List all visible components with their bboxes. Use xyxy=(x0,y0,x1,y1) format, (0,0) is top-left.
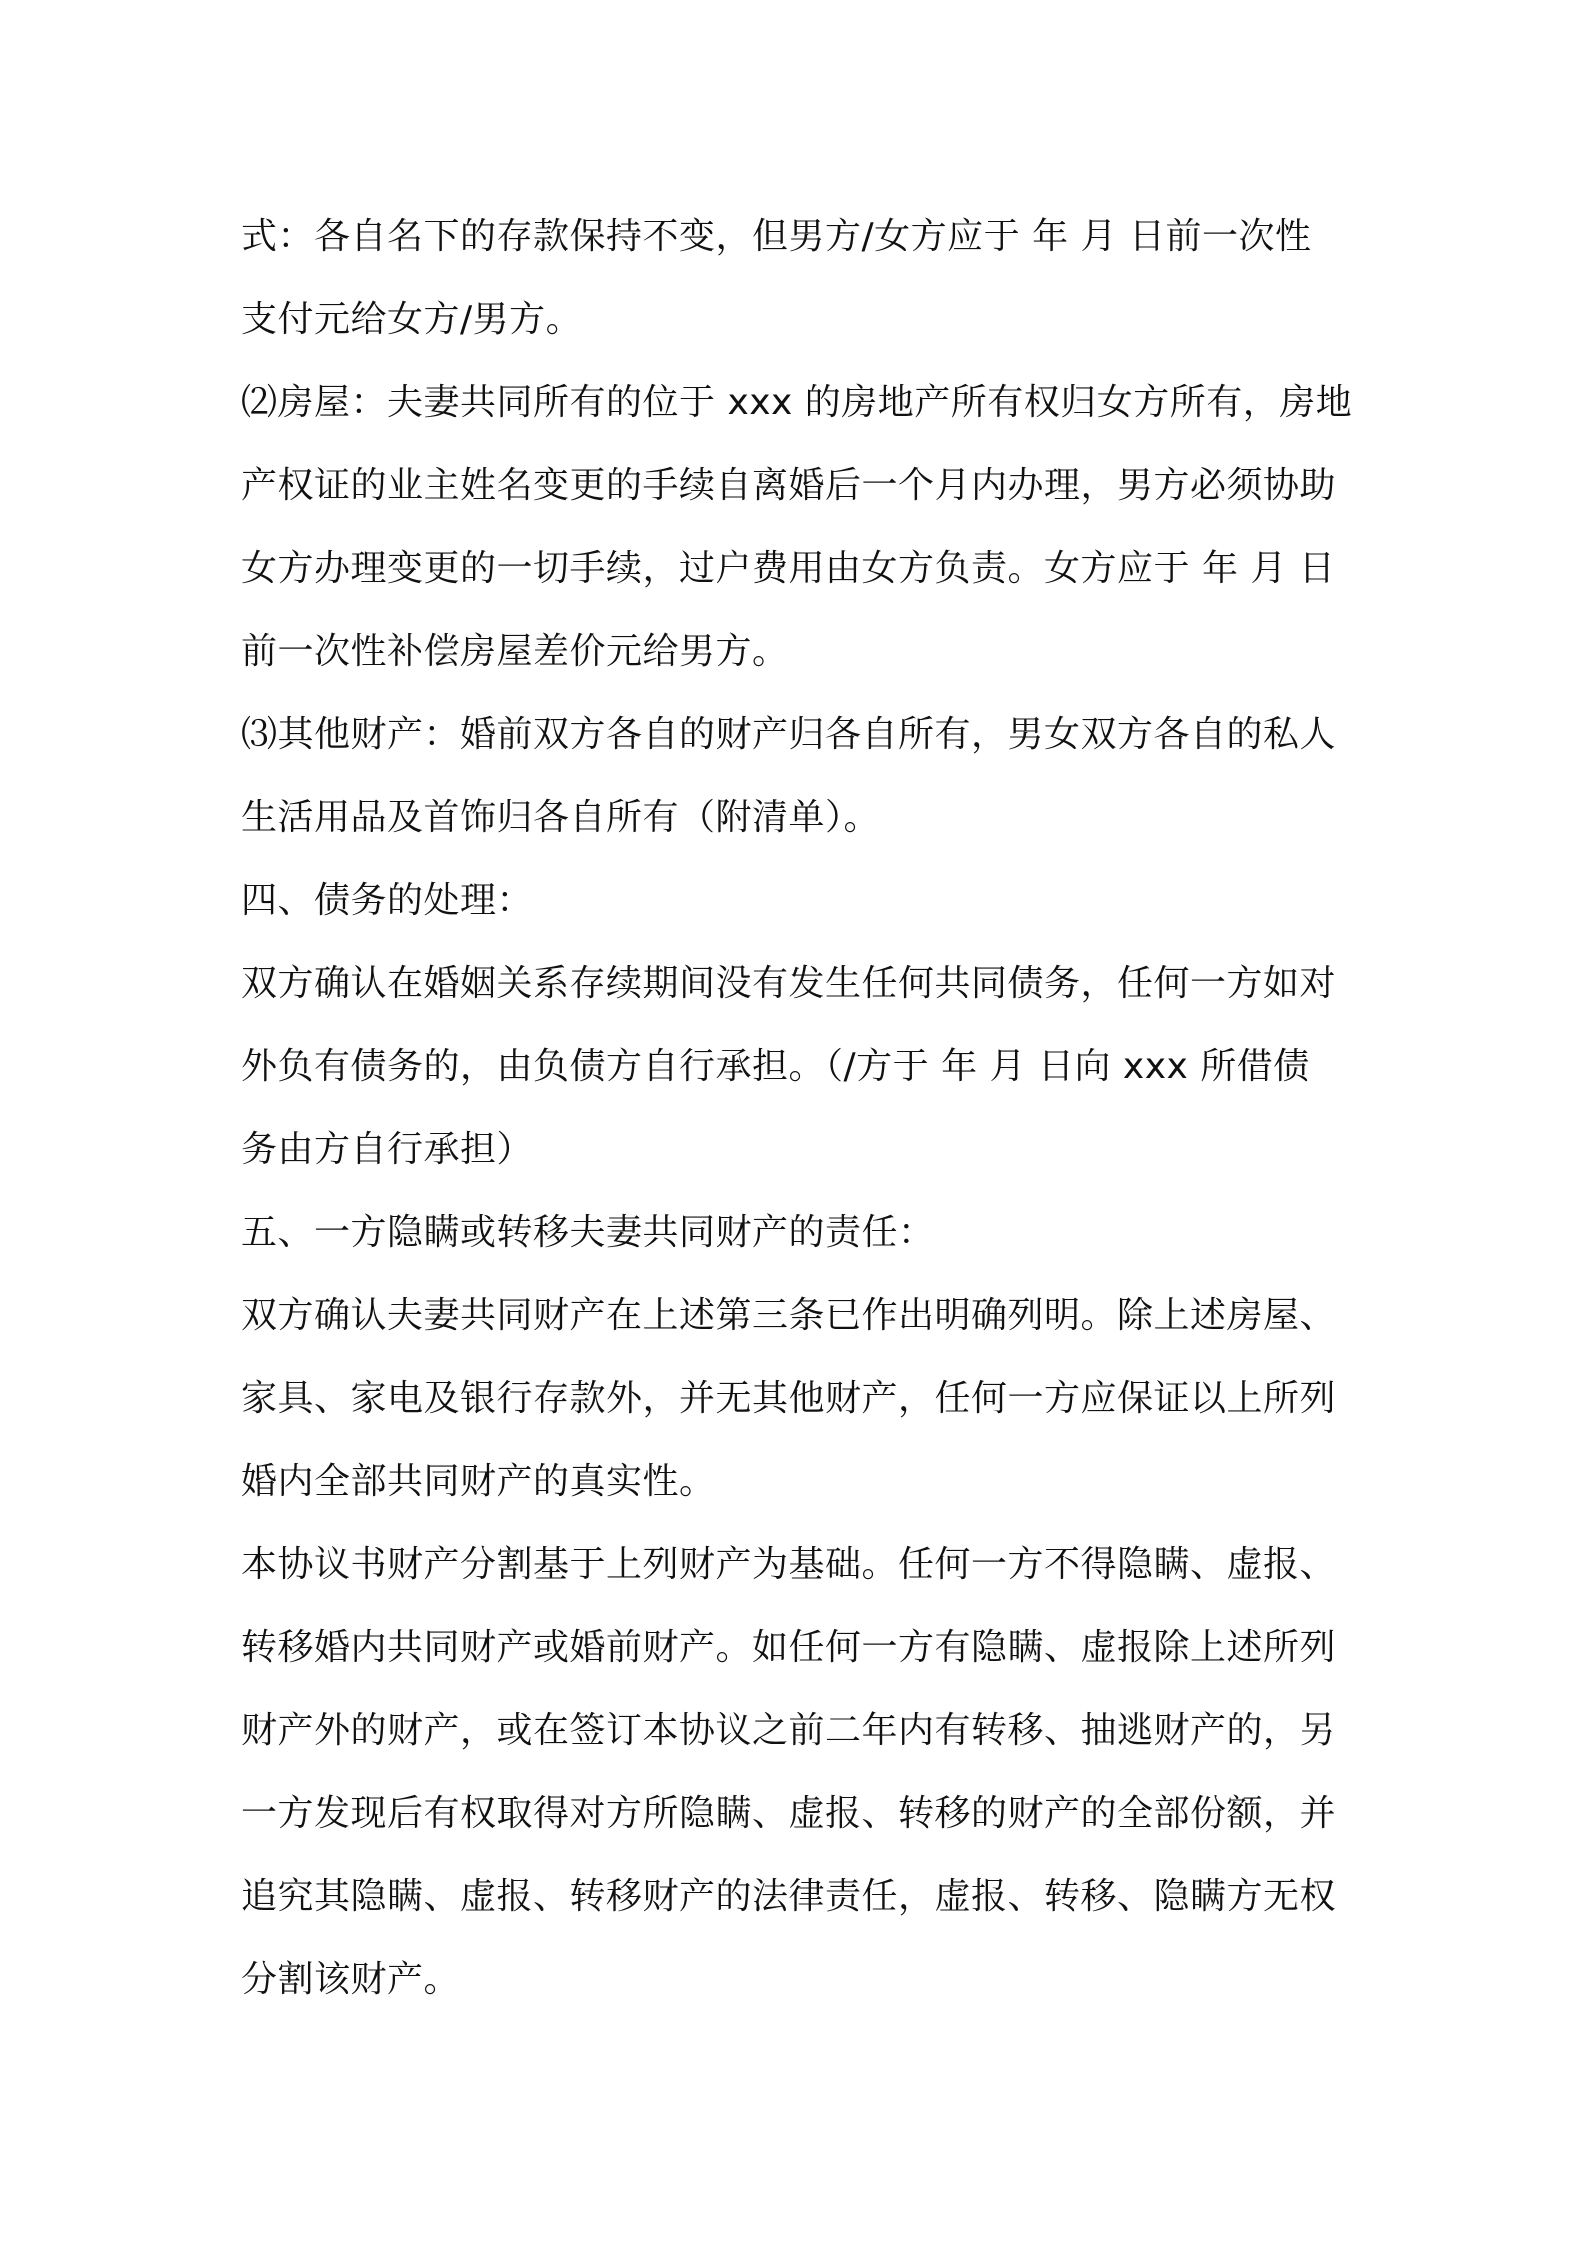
text-line: ⑵房屋：夫妻共同所有的位于 xxx 的房地产所有权归女方所有，房地 xyxy=(241,382,1353,423)
text-line: ⑶其他财产：婚前双方各自的财产归各自所有，男女双方各自的私人 xyxy=(241,714,1337,755)
text-line: 转移婚内共同财产或婚前财产。如任何一方有隐瞒、虚报除上述所列 xyxy=(241,1627,1337,1668)
text-line: 支付元给女方/男方。 xyxy=(241,299,583,340)
text-line: 追究其隐瞒、虚报、转移财产的法律责任，虚报、转移、隐瞒方无权 xyxy=(241,1876,1337,1917)
text-line: 一方发现后有权取得对方所隐瞒、虚报、转移的财产的全部份额，并 xyxy=(241,1793,1337,1834)
text-line: 婚内全部共同财产的真实性。 xyxy=(241,1461,716,1502)
text-line: 分割该财产。 xyxy=(241,1959,461,2000)
text-line: 务由方自行承担） xyxy=(241,1129,534,1170)
text-line: 式：各自名下的存款保持不变，但男方/女方应于 年 月 日前一次性 xyxy=(241,216,1312,257)
text-line: 产权证的业主姓名变更的手续自离婚后一个月内办理，男方必须协助 xyxy=(241,465,1337,506)
text-line: 财产外的财产，或在签订本协议之前二年内有转移、抽逃财产的，另 xyxy=(241,1710,1337,1751)
text-line: 生活用品及首饰归各自所有（附清单）。 xyxy=(241,797,881,838)
text-line: 本协议书财产分割基于上列财产为基础。任何一方不得隐瞒、虚报、 xyxy=(241,1544,1337,1585)
section-heading: 五、一方隐瞒或转移夫妻共同财产的责任： xyxy=(241,1212,935,1253)
text-line: 外负有债务的，由负债方自行承担。（/方于 年 月 日向 xxx 所借债 xyxy=(241,1046,1310,1087)
text-line: 前一次性补偿房屋差价元给男方。 xyxy=(241,631,789,672)
text-line: 家具、家电及银行存款外，并无其他财产，任何一方应保证以上所列 xyxy=(241,1378,1337,1419)
text-line: 双方确认在婚姻关系存续期间没有发生任何共同债务，任何一方如对 xyxy=(241,963,1337,1004)
text-line: 女方办理变更的一切手续，过户费用由女方负责。女方应于 年 月 日 xyxy=(241,548,1336,589)
text-line: 双方确认夫妻共同财产在上述第三条已作出明确列明。除上述房屋、 xyxy=(241,1295,1337,1336)
section-heading: 四、债务的处理： xyxy=(241,880,534,921)
document-body xyxy=(241,195,1361,2021)
